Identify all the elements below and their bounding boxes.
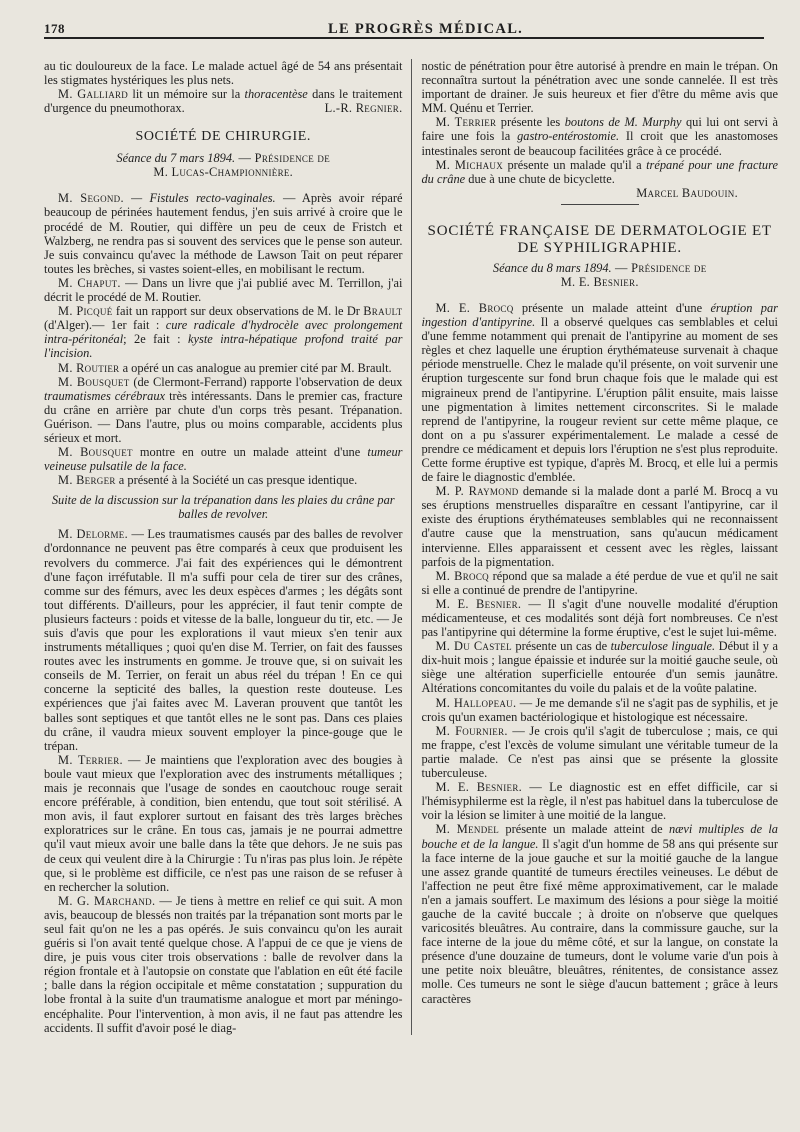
speaker-name: M. E. Brocq xyxy=(435,300,514,315)
italic-run: kyste intra-hépatique profond traité par l'incision. xyxy=(44,332,403,361)
journal-title: LE PROGRÈS MÉDICAL. xyxy=(328,21,524,37)
paragraph xyxy=(44,87,402,115)
paragraph xyxy=(421,780,778,822)
text-run: — Les traumatismes causés par des balles de revolver d'ordonnance ne peuvent pas être comparés à ceux que produisent les revolvers du commerce. J'ai fait des expériences qui le démontrent d'une façon irréfutable. Il m'a suffi pour cela de tirer sur des crânes, comme sur des fémurs, avec les deux espèces d'armes ; les dégâts sont tout différents. D'ailleurs, pour les apprécier, il faut tenir compte de plusieurs facteurs : poids et vitesse de la balle, longueur du tir, etc. — Je suis d'avis que pour les explorations il vaut mieux s'en tenir aux instruments métalliques ; quoi qu'en dise M. Terrier, on fait des fausses routes avec les instruments en gomme. Je trouve que, si on suivait les conseils de M. Terrier, on ferait un abus réel du trépan ! En ce qui concerne la septicité des balles, la question reste douteuse. Les expériences que j'ai faites avec M. Laveran prouvent que tantôt les balles sont septiques et que tantôt elles ne le sont pas. Dans ces plaies du crâne, il vaudra mieux souvent employer la pince-gouge que le trépan. xyxy=(44,527,403,753)
left-column xyxy=(44,59,411,1035)
seance-date: Séance du 8 mars 1894. xyxy=(492,260,612,275)
seance-line xyxy=(421,261,778,289)
speaker-name: M. E. Besnier. xyxy=(435,596,522,611)
text-run: dans le traitement d'urgence du pneumothorax. xyxy=(44,87,403,116)
paragraph xyxy=(44,894,402,1035)
italic-run: tumeur veineuse pulsatile de la face. xyxy=(44,445,403,474)
speaker-name: M. Segond. xyxy=(58,191,124,206)
speaker-name: M. P. Raymond xyxy=(435,484,519,499)
speaker-name: M. Picqué xyxy=(58,304,113,319)
speaker-name: M. Michaux xyxy=(435,157,504,172)
text-run: montre en outre un malade atteint d'une xyxy=(132,445,368,460)
text-run: — Je maintiens que l'exploration avec des bougies à boule vaut mieux que l'exploration avec des instruments métalliques ; mais je reconnais que l'usage de sondes en caoutchouc rouge serait encore préférable, à condition, bien entendu, que tout soit stérilisé. A mon avis, il faut explorer surtout en faisant des très larges brèches exploratrices sur le crâne. En tous cas, jamais je ne pourrai admettre qu'il vaut mieux avoir une balle dans la tête que dehors. Je ne suis pas de ceux qui veulent dire à la Chirurgie : Tu n'iras pas plus loin. Je répète que, si le problème est difficile, ce n'est pas une raison de se refuser à en rechercher la solution. xyxy=(44,752,403,894)
paragraph xyxy=(421,822,778,1005)
text-run: demande si la malade dont a parlé M. Brocq a vu ses éruptions menstruelles disparaître en cessant l'antipyrine, car il existe des éruptions érythémateuses semblables qui ne reconnaissent d'autre cause que la menstruation, sans qu'aucun médicament intervienne. Elles apparaissent et cessent avec les règles, laissant parfois de la pigmentation. xyxy=(421,484,779,569)
speaker-name: Brault xyxy=(363,304,403,319)
text-run: — Après avoir réparé beaucoup de périnées hautement fendus, j'en suis arrivé à croire que le procédé de M. Routier, qui diffère un peu de ceux de Fristch et Walzberg, ne rendra pas si souvent des services que le pense son auteur. Je suis convaincu qu'avec la méthode de Lawson Tait on peut réparer toutes les brèches, si vastes soient-elles, en mobilisant le rectum. xyxy=(44,191,403,276)
speaker-name: M. Hallopeau. xyxy=(435,695,517,710)
italic-run: gastro-entérostomie. xyxy=(517,129,620,144)
paragraph xyxy=(421,301,778,484)
signature: Marcel Baudouin. xyxy=(636,185,738,200)
paragraph: nostic de pénétration pour être autorisé à prendre en main le trépan. On reconnaîtra surtout la pénétration avec une sonde cannelée. Il est très important de drainer. Je suis heureux et fier d'être du même avis que MM. Quénu et Terrier. xyxy=(421,59,778,116)
society-heading: SOCIÉTÉ DE CHIRURGIE. xyxy=(135,129,311,145)
section-divider xyxy=(561,204,639,205)
president-name: M. E. Besnier. xyxy=(560,274,639,289)
text-run: — Je me demande s'il ne s'agit pas de syphilis, et je crois qu'un examen bactériologique et histologique est nécessaire. xyxy=(421,695,779,724)
speaker-name: M. Bousquet xyxy=(58,445,133,460)
text-run: qui lui ont servi à faire une fois la xyxy=(421,115,778,144)
speaker-name: M. Bousquet xyxy=(58,374,130,389)
text-run: Il a observé quelques cas semblables et celui d'une femme notamment qui prenait de l'antipyrine au moment de ses règles et chez laquelle une éruption érythémateuse survenait à chaque période menstruelle. Chez le malade qu'il présente, on voit survenir une éruption turgescente sur fond brun chaque fois que le malade qui est migraineux prend de l'antipyrine. L'éruption pâlit ensuite, mais laisse une pigmentation à limites nettement circonscrites. Si le malade reprend de l'antipyrine, la rougeur revient sur cette même plaque, ce dont on a pu s'assurer expérimentalement. Le malade a cessé de prendre ce médicament et depuis lors l'éruption ne s'est plus reproduite. Cette forme éruptive est typique, d'après M. Brocq, et elle lui a permis de faire le diagnostic d'emblée. xyxy=(421,315,778,485)
president-name: M. Lucas-Championnière. xyxy=(153,165,294,180)
italic-run: trépané pour une fracture du crâne xyxy=(421,157,778,186)
paragraph xyxy=(44,191,402,276)
presidence-label: — Présidence de xyxy=(611,260,707,275)
paragraph xyxy=(44,375,402,445)
text-run: répond que sa malade a été perdue de vue et qu'il ne sait si elle a continué de prendre de l'antipyrine. xyxy=(421,568,778,597)
paragraph xyxy=(421,696,778,724)
speaker-name: M. Du Castel xyxy=(435,639,512,654)
speaker-name: M. Galliard xyxy=(58,87,129,102)
speaker-name: M. Chaput. xyxy=(58,275,121,290)
paragraph xyxy=(421,115,778,157)
italic-run: traumatismes cérébraux xyxy=(44,388,166,403)
text-run: présente un malade qu'il a xyxy=(503,157,647,172)
paragraph xyxy=(44,527,402,753)
paragraph xyxy=(44,473,402,487)
text-run: — Il s'agit d'une nouvelle modalité d'éruption médicamenteuse, et ces modalités sont déjà fort nombreuses. Ce n'est pas l'antipyrine qui détermine la forme éruptive, c'est le sujet lui-même. xyxy=(421,596,778,640)
speaker-name: M. Terrier xyxy=(435,115,497,130)
paragraph xyxy=(421,569,778,597)
speaker-name: M. Routier xyxy=(58,360,120,375)
text-run: a présenté à la Société un cas presque identique. xyxy=(115,473,358,488)
paragraph xyxy=(44,361,402,375)
text-run: présente les xyxy=(496,115,565,130)
text-run: Il croit que les anastomoses intestinales seront de beaucoup facilitées grâce à ce procédé. xyxy=(421,129,778,158)
italic-run: cure radicale d'hydrocèle avec prolongement intra-péritonéal xyxy=(44,318,403,347)
paragraph xyxy=(421,724,778,780)
italic-run: éruption par ingestion d'antipyrine. xyxy=(421,300,778,330)
paragraph xyxy=(44,445,402,473)
speaker-name: M. Berger xyxy=(58,473,116,488)
text-run: lit un mémoire sur la xyxy=(128,87,245,102)
text-run: présente un cas de xyxy=(511,639,611,654)
text-run: Début il y a dix-huit mois ; langue épaissie et indurée sur la moitié gauche seule, où siège une altération superficielle entourée d'un semis jaunâtre. Altérations concomitantes du voile du palais et de la voûte palatine. xyxy=(421,639,778,696)
presidence-label: — Présidence de xyxy=(235,151,331,166)
page-number: 178 xyxy=(44,20,65,36)
text-run: présente un malade atteint d'une xyxy=(513,300,711,315)
text-run: très intéressants. Dans le premier cas, fracture du crâne en arrière par chute d'un corps très pesant. Trépanation. Guérison. — Dans l'autre, plus ou moins comparable, accidents plus sérieux et mort. xyxy=(44,388,403,445)
speaker-name: M. G. Marchand. xyxy=(58,893,156,908)
paragraph xyxy=(44,304,402,360)
paragraph xyxy=(421,158,778,186)
speaker-name: M. Delorme. xyxy=(58,527,128,542)
paragraph xyxy=(44,753,402,894)
text-run: Il s'agit d'un homme de 58 ans qui présente sur la face interne de la joue gauche et sur la moitié gauche de la langue une assez grande quantité de tumeurs érectiles veineuses. Le début de l'affection ne peut être fixé même approximativement, car le malade n'en a jamais souffert. Le maximum des lésions a pour siège la moitié gauche de la cavité buccale ; à droite on n'observe que quelques varicosités bleuâtres. Au contraire, dans la commissure gauche, sur la face interne de la joue du même côté, et sur la langue, on constate la présence d'une douzaine de tumeurs, dont le volume varie d'un pois à une petite noix bleuâtre, bleuâtres, rénitentes, de consistance assez molle. Ces tumeurs ne sont le siège d'aucun battement ; grâce à leurs caractères xyxy=(421,836,778,1006)
text-run: présente un malade atteint de xyxy=(499,822,669,837)
italic-run: thoracentèse xyxy=(244,87,308,102)
text-run: fait un rapport sur deux observations de M. le Dr xyxy=(112,304,364,319)
society-heading: SOCIÉTÉ FRANÇAISE DE DERMATOLOGIE ET DE SYPHILIGRAPHIE. xyxy=(427,222,772,256)
speaker-name: M. Mendel xyxy=(435,822,500,837)
paragraph xyxy=(421,597,778,639)
text-run: — Dans un livre que j'ai publié avec M. Terrillon, j'ai décrit le procédé de M. Routier. xyxy=(44,275,403,305)
text-run: ; 2e fait : xyxy=(123,332,189,347)
italic-run: nævi multiples de la bouche et de la langue. xyxy=(421,822,778,851)
text-run: (de Clermont-Ferrand) rapporte l'observation de deux xyxy=(129,374,403,389)
page-header xyxy=(44,14,764,39)
speaker-name: M. E. Besnier. xyxy=(435,780,523,795)
text-run: — Je crois qu'il s'agit de tuberculose ; mais, ce qui me frappe, c'est l'excès de volume simulant une véritable tumeur de la partie malade. Ce n'est pas ainsi que se présente la glossite tuberculeuse. xyxy=(421,723,778,781)
paragraph xyxy=(44,276,402,304)
discussion-subheading: Suite de la discussion sur la trépanation dans les plaies du crâne par balles de revolver. xyxy=(51,493,395,522)
speaker-name: M. Brocq xyxy=(435,568,489,583)
speaker-name: M. Terrier. xyxy=(58,752,123,767)
text-run: due à une chute de bicyclette. xyxy=(465,171,615,186)
speaker-name: M. Fournier. xyxy=(435,723,508,738)
text-run: (d'Alger).— 1er fait : xyxy=(44,318,166,333)
paragraph: au tic douloureux de la face. Le malade actuel âgé de 54 ans présentait les stigmates hystériques les plus nets. xyxy=(44,59,403,88)
text-columns xyxy=(44,59,778,1035)
text-run: — Le diagnostic est en effet difficile, car si l'hémisyphilerme est la règle, il n'est pas habituel dans la tuberculose de voir la lésion se limiter à une moitié de la langue. xyxy=(421,780,778,823)
text-run: — Je tiens à mettre en relief ce qui suit. A mon avis, beaucoup de blessés non traités par la trépanation sont morts par le seul fait qu'on ne les a pas opérés. Je suis convaincu qu'on les aurait guéris si l'on avait tenté quelque chose. A l'appui de ce que je viens de dire, je puis vous citer trois observations : balle de revolver dans la région frontale et à l'autopsie on constate que l'ablation en eût été facile ; balle dans la région occipitale et même constatation ; suppuration du lobe frontal à la suite d'un traumatisme analogue et mort par méningo-encéphalite. Pour l'intervention, à mon avis, il ne faut pas attendre les accidents. Il suffit d'avoir posé le diag- xyxy=(44,893,403,1035)
paragraph xyxy=(421,484,778,569)
right-column xyxy=(411,59,778,1035)
seance-date: Séance du 7 mars 1894. xyxy=(116,151,236,166)
italic-run: tuberculose linguale. xyxy=(610,639,716,654)
signature: L.-R. Regnier. xyxy=(324,101,403,116)
text-run: a opéré un cas analogue au premier cité par M. Brault. xyxy=(119,360,392,375)
paragraph xyxy=(421,639,778,695)
seance-line xyxy=(44,151,402,179)
italic-run: boutons de M. Murphy xyxy=(564,115,682,130)
italic-run: — Fistules recto-vaginales. xyxy=(123,191,276,206)
